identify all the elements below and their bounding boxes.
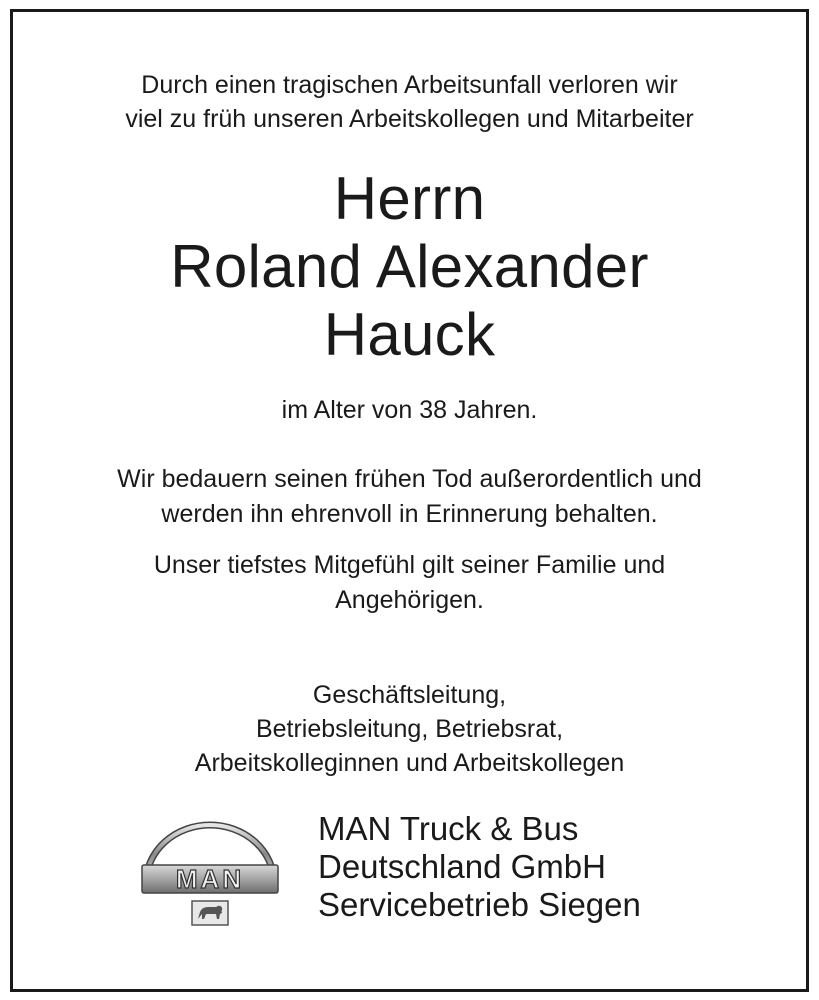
condolence-1-line-2: werden ihn ehrenvoll in Erinnerung behalten. [161, 500, 658, 528]
logo-wordmark: MAN [175, 864, 245, 894]
salutation: Herrn [333, 165, 486, 232]
condolence-1-line-1: Wir bedauern seinen frühen Tod außerordentlich und [117, 465, 702, 493]
man-logo [136, 815, 284, 927]
company-line-1: MAN Truck & Bus [318, 810, 579, 847]
deceased-name [0, 165, 819, 369]
intro-text [0, 68, 819, 136]
lion-emblem-icon [192, 901, 228, 925]
company-line-3: Servicebetrieb Siegen [318, 886, 641, 923]
condolence-paragraph-1 [0, 462, 819, 532]
signatory-line-2: Betriebsleitung, Betriebsrat, [255, 715, 564, 743]
given-names: Roland Alexander [170, 233, 649, 300]
condolence-2-line-2: Angehörigen. [335, 586, 484, 614]
company-line-2: Deutschland GmbH [318, 848, 606, 885]
surname: Hauck [323, 301, 496, 368]
age-line: im Alter von 38 Jahren. [281, 396, 538, 424]
intro-line-2: viel zu früh unseren Arbeitskollegen und Mitarbeiter [125, 105, 694, 133]
signatory-line-1: Geschäftsleitung, [312, 681, 507, 709]
intro-line-1: Durch einen tragischen Arbeitsunfall verloren wir [141, 71, 678, 99]
signatories [0, 678, 819, 780]
condolence-2-line-1: Unser tiefstes Mitgefühl gilt seiner Familie und [153, 551, 666, 579]
company-block [318, 810, 641, 924]
signatory-line-3: Arbeitskolleginnen und Arbeitskollegen [194, 749, 625, 777]
condolence-paragraph-2 [0, 548, 819, 618]
